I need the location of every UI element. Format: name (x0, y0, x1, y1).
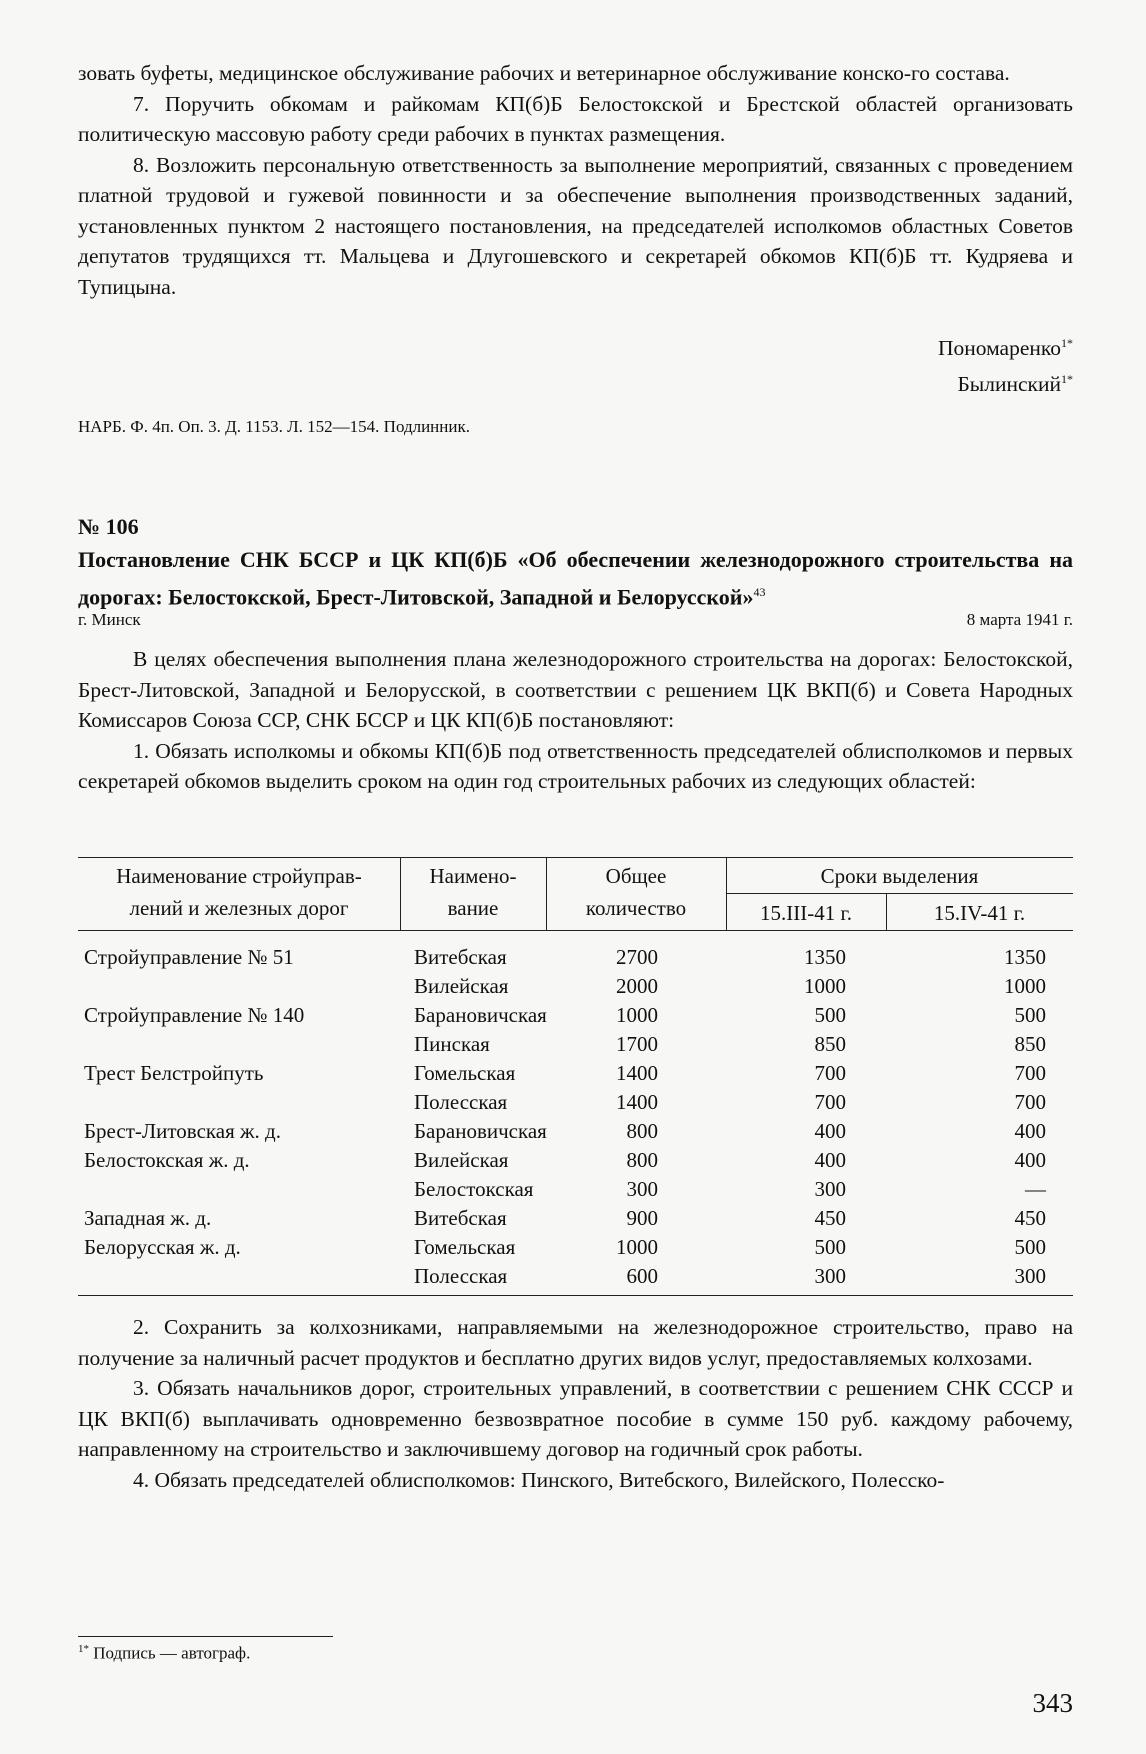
table-row (78, 974, 1073, 1003)
cell-region: Гомельская (414, 1061, 516, 1085)
intro-text (78, 644, 1073, 797)
archive-reference: НАРБ. Ф. 4п. Оп. 3. Д. 1153. Л. 152—154. Подлинник. (78, 417, 470, 436)
table-row (78, 1032, 1073, 1061)
cell-april: 500 (1014, 1003, 1046, 1027)
cell-april: 400 (1014, 1148, 1046, 1172)
cell-april: 500 (1014, 1235, 1046, 1259)
paragraph-7: 7. Поручить обкомам и райкомам КП(б)Б Белостокской и Брестской областей организовать политическую массовую работу среди рабочих в пунктах размещения. (78, 91, 1073, 146)
header-allocation-dates: Сроки выделения (820, 864, 979, 888)
cell-total: 600 (626, 1264, 658, 1288)
cell-region: Барановичская (414, 1003, 547, 1027)
cell-april: — (1025, 1177, 1046, 1201)
cell-march: 700 (814, 1061, 846, 1085)
cell-region: Вилейская (414, 1148, 509, 1172)
cell-march: 700 (814, 1090, 846, 1114)
table-row (78, 1235, 1073, 1264)
cell-march: 1000 (804, 974, 846, 998)
intro-paragraph: В целях обеспечения выполнения плана железнодорожного строительства на дорогах: Белостокской, Брест-Литовской, Западной и Белорусской, в соответствии с решением ЦК ВКП(б) и Совета Народных Комиссаров Союза ССР, СНК БССР и ЦК КП(б)Б постановляют: (78, 647, 1073, 732)
paragraph-1: 1. Обязать исполкомы и обкомы КП(б)Б под ответственность председателей облисполкомов и первых секретарей обкомов выделить сроком на один год строительных рабочих из следующих областей: (78, 738, 1073, 793)
page-number: 343 (1032, 1688, 1073, 1718)
cell-march: 1350 (804, 945, 846, 969)
cell-total: 800 (626, 1119, 658, 1143)
cell-region: Пинская (414, 1032, 490, 1056)
table-bottom-rule (78, 1295, 1073, 1296)
cell-march: 850 (814, 1032, 846, 1056)
cell-march: 450 (814, 1206, 846, 1230)
paragraph-4: 4. Обязать председателей облисполкомов: Пинского, Витебского, Вилейского, Полесско- (133, 1467, 945, 1492)
cell-total: 300 (626, 1177, 658, 1201)
cell-total: 1700 (616, 1032, 658, 1056)
table-row (78, 1003, 1073, 1032)
header-region: Наимено- вание (429, 864, 517, 920)
cell-organization: Стройуправление № 140 (84, 1003, 305, 1027)
header-total: Общее количество (585, 864, 687, 920)
document-number: № 106 (78, 514, 139, 539)
cell-organization: Стройуправление № 51 (84, 945, 294, 969)
cell-march: 400 (814, 1119, 846, 1143)
cell-organization: Западная ж. д. (84, 1206, 212, 1230)
cell-total: 1000 (616, 1235, 658, 1259)
paragraph-continuation: зовать буфеты, медицинское обслуживание рабочих и ветеринарное обслуживание конско-го состава. (78, 61, 1010, 85)
table-row (78, 1264, 1073, 1293)
cell-march: 300 (814, 1264, 846, 1288)
cell-region: Полесская (414, 1264, 508, 1288)
cell-april: 450 (1014, 1206, 1046, 1230)
cell-total: 1000 (616, 1003, 658, 1027)
header-org: Наименование стройуправ- лений и железных дорог (116, 864, 362, 920)
cell-april: 700 (1014, 1061, 1046, 1085)
cell-region: Полесская (414, 1090, 508, 1114)
document-place: г. Минск (78, 610, 141, 629)
cell-region: Белостокская (414, 1177, 534, 1201)
header-march: 15.III-41 г. (760, 901, 852, 925)
cell-total: 1400 (616, 1090, 658, 1114)
cell-march: 500 (814, 1003, 846, 1027)
cell-march: 300 (814, 1177, 846, 1201)
footnote-text: Подпись — автограф. (93, 1643, 251, 1663)
footnote-mark: 1* (78, 1643, 89, 1655)
footnote-rule (78, 1636, 333, 1637)
table-row (78, 1090, 1073, 1119)
paragraph-3: 3. Обязать начальников дорог, строительных управлений, в соответствии с решением СНК СССР и ЦК ВКП(б) выплачивать одновременно безвозвратное пособие в сумме 150 руб. каждому рабочему, направленному на строительство и заключившему договор на годичный срок работы. (78, 1376, 1073, 1461)
paragraph-2: 2. Сохранить за колхозниками, направляемыми на железнодорожное строительство, право на получение за наличный расчет продуктов и бесплатно других видов услуг, предоставляемых колхозами. (78, 1315, 1073, 1370)
workers-allocation-table (78, 857, 1073, 1295)
cell-total: 800 (626, 1148, 658, 1172)
top-text (78, 58, 1073, 302)
header-april: 15.IV-41 г. (933, 901, 1026, 925)
bottom-text (78, 1312, 1073, 1495)
cell-april: 1000 (1004, 974, 1046, 998)
table-row (78, 945, 1073, 974)
cell-region: Витебская (414, 1206, 507, 1230)
cell-total: 900 (626, 1206, 658, 1230)
table-top-rule (78, 857, 1073, 858)
cell-april: 300 (1014, 1264, 1046, 1288)
cell-organization: Трест Белстройпуть (84, 1061, 264, 1085)
signature-footnote-mark: 1* (1061, 336, 1073, 350)
cell-organization: Белостокская ж. д. (84, 1148, 250, 1172)
document-title: Постановление СНК БССР и ЦК КП(б)Б «Об обеспечении железнодорожного строительства на дорогах: Белостокской, Брест-Литовской, Западной и Белорусской»$^{43}$ (78, 547, 1073, 610)
table-row (78, 1206, 1073, 1235)
table-row (78, 1148, 1073, 1177)
cell-april: 1350 (1004, 945, 1046, 969)
cell-total: 1400 (616, 1061, 658, 1085)
cell-april: 400 (1014, 1119, 1046, 1143)
cell-april: 700 (1014, 1090, 1046, 1114)
signature-bylinsky: Былинский$^{1*}$ (957, 372, 1073, 397)
cell-total: 2000 (616, 974, 658, 998)
cell-region: Витебская (414, 945, 507, 969)
signature-footnote-mark: 1* (1061, 372, 1073, 386)
cell-region: Вилейская (414, 974, 509, 998)
cell-march: 500 (814, 1235, 846, 1259)
table-group-rule (726, 893, 1073, 894)
cell-region: Гомельская (414, 1235, 516, 1259)
cell-organization: Белорусская ж. д. (84, 1235, 241, 1259)
signature-ponomarenko: Пономаренко$^{1*}$ (937, 336, 1073, 361)
cell-organization: Брест-Литовская ж. д. (84, 1119, 281, 1143)
cell-total: 2700 (616, 945, 658, 969)
paragraph-8: 8. Возложить персональную ответственность за выполнение мероприятий, связанных с проведением платной трудовой и гужевой повинности и за обеспечение выполнения производственных заданий, установленных пунктом 2 настоящего постановления, на председателей исполкомов областных Советов депутатов трудящихся тт. Мальцева и Длугошевского и секретарей обкомов КП(б)Б тт. Кудряева и Тупицына. (78, 152, 1073, 299)
cell-april: 850 (1014, 1032, 1046, 1056)
cell-march: 400 (814, 1148, 846, 1172)
table-row (78, 1119, 1073, 1148)
title-note: 43 (753, 585, 766, 599)
table-row (78, 1061, 1073, 1090)
footnote (78, 1643, 250, 1664)
cell-region: Барановичская (414, 1119, 547, 1143)
document-date: 8 марта 1941 г. (966, 610, 1073, 629)
table-row (78, 1177, 1073, 1206)
table-header-rule (78, 930, 1073, 931)
